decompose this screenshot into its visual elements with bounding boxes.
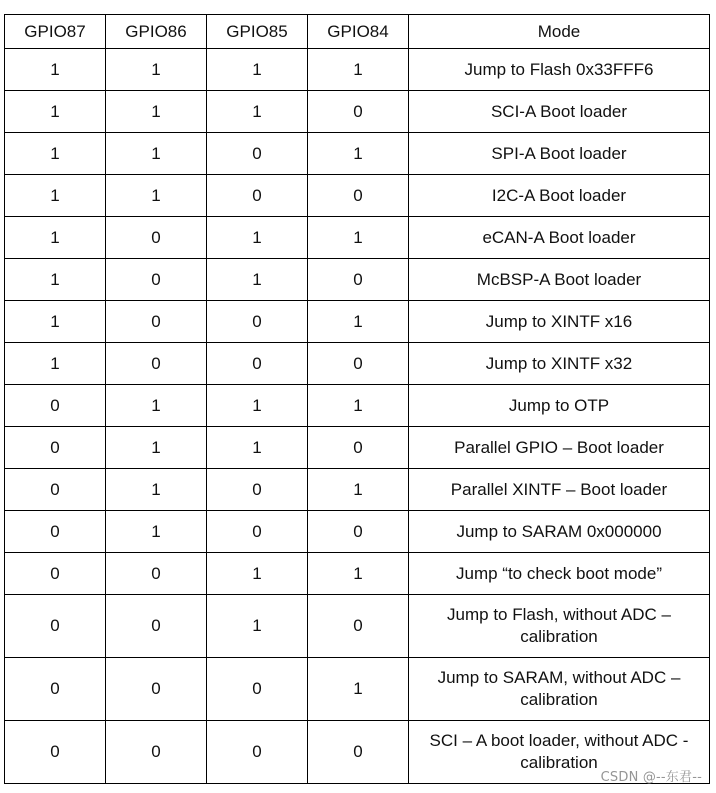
cell-mode: Jump “to check boot mode” [409,553,710,595]
cell-mode: Jump to XINTF x16 [409,301,710,343]
cell-gpio84: 0 [308,175,409,217]
boot-mode-table-container [4,14,710,784]
cell-gpio87: 1 [5,301,106,343]
cell-gpio87: 1 [5,217,106,259]
cell-gpio85: 1 [207,91,308,133]
table-row [5,91,710,133]
cell-gpio85: 1 [207,385,308,427]
header-gpio85: GPIO85 [207,15,308,49]
cell-gpio87: 0 [5,658,106,721]
cell-gpio86: 0 [106,259,207,301]
cell-gpio87: 0 [5,553,106,595]
cell-gpio86: 0 [106,553,207,595]
cell-gpio86: 1 [106,427,207,469]
cell-mode: SPI-A Boot loader [409,133,710,175]
cell-gpio85: 0 [207,343,308,385]
cell-gpio87: 1 [5,259,106,301]
cell-gpio84: 1 [308,217,409,259]
table-row [5,595,710,658]
cell-gpio85: 1 [207,427,308,469]
cell-gpio84: 0 [308,427,409,469]
table-row [5,175,710,217]
cell-gpio85: 0 [207,658,308,721]
cell-gpio85: 1 [207,553,308,595]
cell-gpio86: 1 [106,385,207,427]
cell-gpio85: 0 [207,133,308,175]
cell-gpio84: 1 [308,133,409,175]
cell-gpio86: 1 [106,175,207,217]
table-row [5,133,710,175]
table-row [5,49,710,91]
cell-gpio87: 1 [5,49,106,91]
table-row [5,385,710,427]
cell-mode: SCI-A Boot loader [409,91,710,133]
cell-gpio86: 0 [106,343,207,385]
cell-gpio87: 0 [5,511,106,553]
cell-mode: Parallel XINTF – Boot loader [409,469,710,511]
cell-gpio86: 0 [106,301,207,343]
table-row [5,511,710,553]
cell-gpio84: 1 [308,301,409,343]
cell-gpio86: 0 [106,217,207,259]
table-row [5,658,710,721]
cell-gpio84: 1 [308,49,409,91]
cell-mode: Jump to Flash 0x33FFF6 [409,49,710,91]
cell-mode: eCAN-A Boot loader [409,217,710,259]
cell-mode: Jump to OTP [409,385,710,427]
cell-gpio85: 0 [207,511,308,553]
cell-gpio85: 1 [207,595,308,658]
cell-gpio84: 0 [308,259,409,301]
cell-gpio84: 1 [308,385,409,427]
cell-gpio85: 1 [207,217,308,259]
cell-gpio87: 0 [5,469,106,511]
cell-gpio84: 1 [308,469,409,511]
cell-gpio86: 0 [106,595,207,658]
cell-gpio87: 0 [5,385,106,427]
cell-gpio87: 0 [5,721,106,784]
cell-mode: I2C-A Boot loader [409,175,710,217]
cell-gpio86: 1 [106,133,207,175]
header-gpio84: GPIO84 [308,15,409,49]
cell-gpio85: 1 [207,259,308,301]
table-row [5,343,710,385]
cell-mode: Jump to Flash, without ADC – calibration [409,595,710,658]
boot-mode-table [4,14,710,784]
table-row [5,259,710,301]
cell-gpio85: 0 [207,721,308,784]
cell-gpio86: 1 [106,49,207,91]
cell-gpio84: 0 [308,721,409,784]
cell-gpio86: 1 [106,511,207,553]
cell-gpio87: 0 [5,595,106,658]
csdn-watermark: CSDN @--东君-- [600,770,702,785]
cell-gpio85: 0 [207,301,308,343]
cell-mode: Jump to XINTF x32 [409,343,710,385]
cell-gpio87: 1 [5,343,106,385]
cell-gpio85: 0 [207,175,308,217]
header-mode: Mode [409,15,710,49]
cell-mode: Jump to SARAM 0x000000 [409,511,710,553]
cell-gpio86: 1 [106,469,207,511]
cell-gpio84: 1 [308,658,409,721]
cell-gpio85: 0 [207,469,308,511]
header-row [5,15,710,49]
table-row [5,217,710,259]
table-row [5,427,710,469]
cell-gpio87: 1 [5,133,106,175]
cell-gpio84: 0 [308,343,409,385]
cell-gpio86: 0 [106,658,207,721]
cell-gpio87: 1 [5,91,106,133]
table-row [5,553,710,595]
cell-gpio86: 0 [106,721,207,784]
cell-gpio87: 1 [5,175,106,217]
cell-mode: Parallel GPIO – Boot loader [409,427,710,469]
table-row [5,469,710,511]
cell-gpio84: 1 [308,553,409,595]
table-body [5,49,710,784]
cell-gpio87: 0 [5,427,106,469]
table-row [5,301,710,343]
cell-mode: McBSP-A Boot loader [409,259,710,301]
cell-gpio84: 0 [308,595,409,658]
cell-gpio86: 1 [106,91,207,133]
header-gpio86: GPIO86 [106,15,207,49]
table-header [5,15,710,49]
cell-gpio85: 1 [207,49,308,91]
cell-mode: SCI – A boot loader, without ADC - calibration [409,721,710,784]
cell-gpio84: 0 [308,91,409,133]
cell-mode: Jump to SARAM, without ADC – calibration [409,658,710,721]
cell-gpio84: 0 [308,511,409,553]
header-gpio87: GPIO87 [5,15,106,49]
